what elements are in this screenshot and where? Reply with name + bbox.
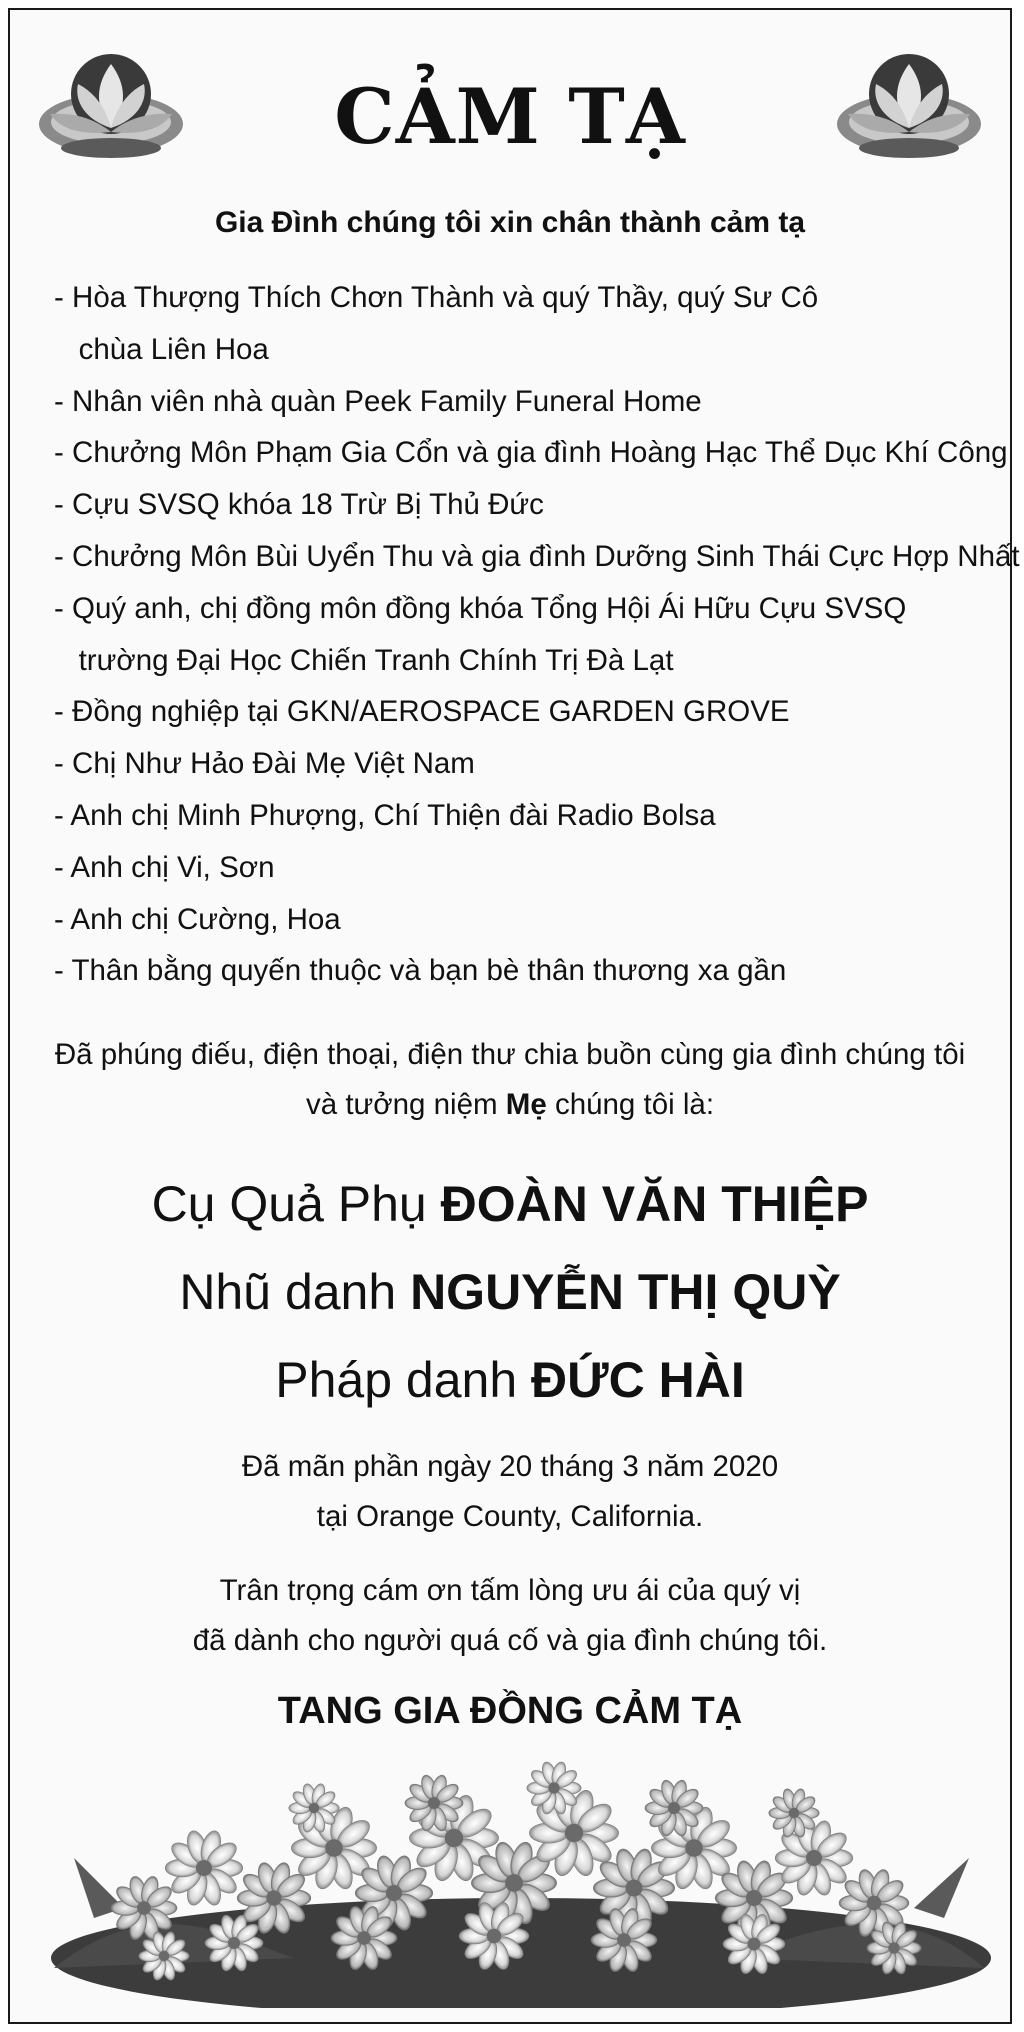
thank-list-item: trường Đại Học Chiến Tranh Chính Trị Đà Lạt xyxy=(54,643,674,677)
thank-list-item: - Chị Như Hảo Đài Mẹ Việt Nam xyxy=(54,747,475,781)
intro-line: Gia Đình chúng tôi xin chân thành cảm tạ xyxy=(214,206,806,239)
flower-arrangement-image xyxy=(34,1708,1008,2008)
maiden-name-line xyxy=(10,1248,1010,1336)
condolence-text-part: chúng tôi là: xyxy=(546,1088,715,1121)
condolence-text-part: và tưởng niệm xyxy=(305,1088,506,1121)
notice-title: CẢM TẠ xyxy=(334,72,686,161)
deceased-name: ĐOÀN VĂN THIỆP xyxy=(440,1176,869,1232)
mother-word: Mẹ xyxy=(505,1088,547,1121)
deceased-name-line xyxy=(10,1160,1010,1248)
gratitude-line: Trân trọng cám ơn tấm lòng ưu ái của quý vị xyxy=(219,1574,801,1607)
thank-list-item: - Anh chị Cường, Hoa xyxy=(54,902,341,936)
thank-list-item: - Nhân viên nhà quàn Peek Family Funeral Home xyxy=(54,384,702,418)
name-prefix: Cụ Quả Phụ xyxy=(151,1176,441,1232)
thank-list-item: - Thân bằng quyến thuộc và bạn bè thân thương xa gần xyxy=(54,954,787,988)
thank-list-item: - Anh chị Vi, Sơn xyxy=(54,850,275,884)
notice-frame xyxy=(8,8,1020,2024)
maiden-name: NGUYỄN THỊ QUỲ xyxy=(410,1264,841,1320)
dharma-name: ĐỨC HÀI xyxy=(531,1352,745,1408)
dharma-name-line xyxy=(10,1336,1010,1424)
gratitude-text xyxy=(10,1566,1010,1666)
gratitude-line: đã dành cho người quá cố và gia đình chúng tôi. xyxy=(192,1624,828,1657)
passing-date: Đã mãn phần ngày 20 tháng 3 năm 2020 xyxy=(241,1450,779,1483)
condolence-line xyxy=(10,1080,1010,1130)
thank-list-item: chùa Liên Hoa xyxy=(54,332,269,366)
thank-list-item: - Đồng nghiệp tại GKN/AEROSPACE GARDEN GROVE xyxy=(54,695,790,729)
thank-list-item: - Anh chị Minh Phượng, Chí Thiện đài Radio Bolsa xyxy=(54,798,716,832)
thank-list-item: - Chưởng Môn Phạm Gia Cổn và gia đình Hoàng Hạc Thể Dục Khí Công xyxy=(54,436,1008,470)
thank-list-item: - Cựu SVSQ khóa 18 Trừ Bị Thủ Đức xyxy=(54,488,544,522)
closing-signature: TANG GIA ĐỒNG CẢM TẠ xyxy=(277,1690,743,1732)
thank-list-item: - Hòa Thượng Thích Chơn Thành và quý Thầy, quý Sư Cô xyxy=(54,281,819,314)
thank-list-item: - Chưởng Môn Bùi Uyển Thu và gia đình Dưỡng Sinh Thái Cực Hợp Nhất xyxy=(54,539,1020,573)
name-prefix: Pháp danh xyxy=(275,1352,532,1408)
thank-list xyxy=(54,272,1020,997)
passing-info xyxy=(10,1442,1010,1542)
name-prefix: Nhũ danh xyxy=(179,1264,411,1320)
passing-place: tại Orange County, California. xyxy=(316,1500,704,1533)
thank-list-item: - Quý anh, chị đồng môn đồng khóa Tổng Hội Ái Hữu Cựu SVSQ xyxy=(54,591,907,625)
condolence-line: Đã phúng điếu, điện thoại, điện thư chia buồn cùng gia đình chúng tôi xyxy=(54,1038,966,1071)
condolence-text xyxy=(10,1030,1010,1130)
deceased-names xyxy=(10,1160,1010,1424)
